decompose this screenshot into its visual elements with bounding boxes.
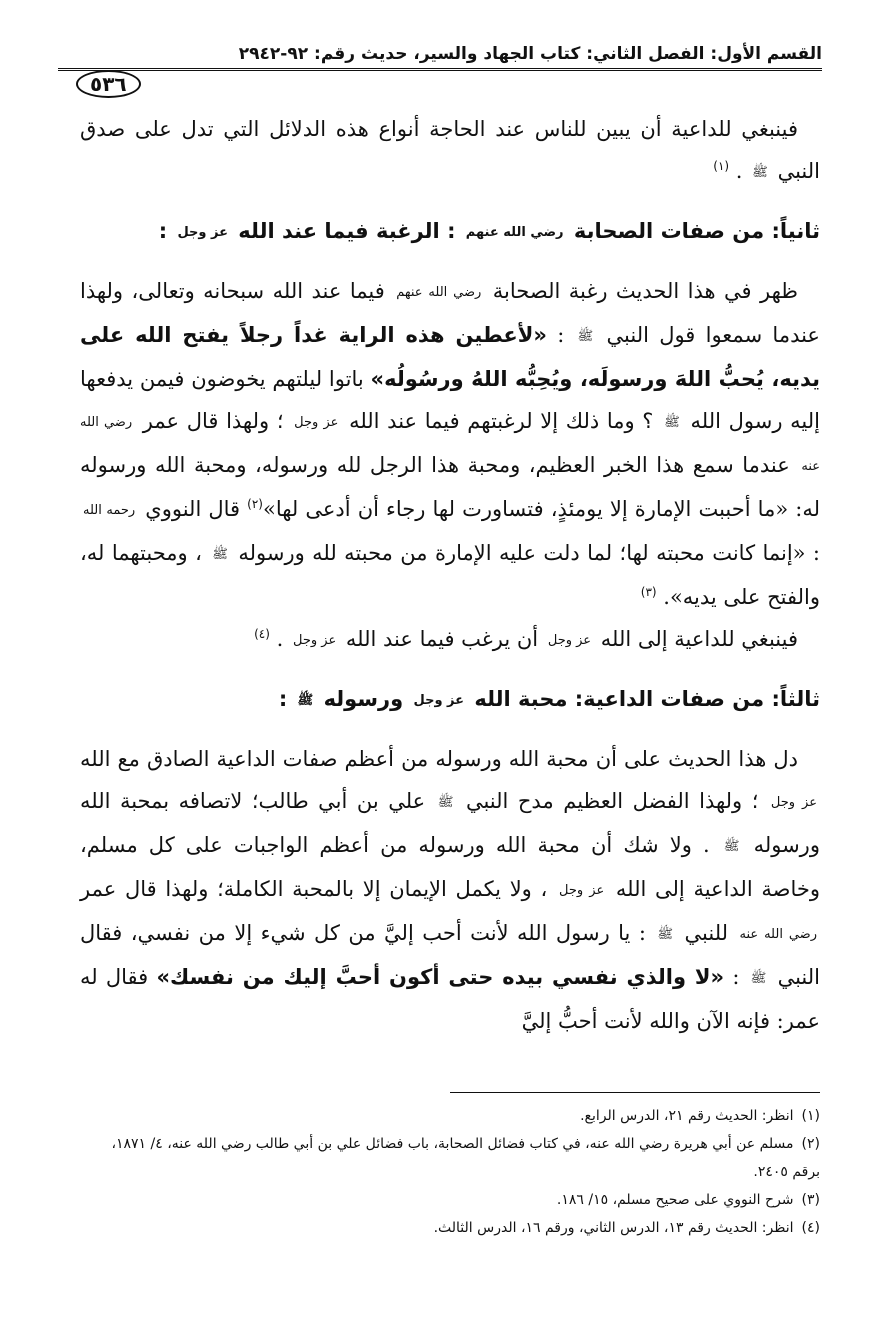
honorific-saw: ﷺ (752, 165, 768, 180)
honorific-azza: عز وجل (413, 693, 465, 708)
footnote-divider (450, 1092, 820, 1093)
honorific-saw: ﷺ (297, 693, 314, 708)
section-heading-3: ثالثاً: من صفات الداعية: محبة الله عز وجل ورسوله ﷺ : (278, 687, 820, 711)
footnote-4: (٤)انظر: الحديث رقم ١٣، الدرس الثاني، ورقم ١٦، الدرس الثالث. (433, 1220, 820, 1236)
footnotes (80, 1102, 820, 1242)
honorific-saw: ﷺ (437, 795, 454, 810)
honorific-azza: عز وجل (294, 415, 339, 430)
honorific-azza: عز وجل (547, 633, 592, 648)
honorific-azza: عز وجل (770, 795, 817, 810)
honorific-saw: ﷺ (657, 927, 674, 942)
honorific-ra: رضي الله عنه (80, 415, 820, 474)
footnote-1: (١)انظر: الحديث رقم ٢١، الدرس الرابع. (580, 1108, 820, 1124)
honorific-rahimahu: رحمه الله (83, 503, 136, 518)
page-number: ٥٣٦ (76, 70, 141, 98)
hadith-quote: «لا والذي نفسي بيده حتى أكون أحبَّ إليك من نفسك» (156, 965, 725, 989)
honorific-azza: عز وجل (558, 883, 605, 898)
footnote-2: (٢)مسلم عن أبي هريرة رضي الله عنه، في كتاب فضائل الصحابة، باب فضائل علي بن أبي طالب رضي الله عنه، ٤/ ١٨٧١، برقم ٢٤٠٥. (111, 1136, 820, 1180)
paragraph-1: فينبغي للداعية أن يبين للناس عند الحاجة أنواع هذه الدلائل التي تدل على صدق النبي ﷺ . $^{(١)}$ (80, 117, 820, 183)
honorific-saw: ﷺ (577, 329, 594, 344)
honorific-saw: ﷺ (723, 839, 740, 854)
footnote-ref-1: (١) (713, 159, 730, 173)
footnote-ref-4: (٤) (254, 627, 270, 641)
header-rule (58, 68, 822, 71)
main-text (80, 108, 820, 1042)
honorific-saw: ﷺ (750, 971, 767, 986)
paragraph-3: فينبغي للداعية إلى الله عز وجل أن يرغب فيما عند الله عز وجل . $^{(٤)}$ (254, 627, 798, 651)
honorific-saw: ﷺ (664, 415, 680, 430)
footnote-ref-2: (٢) (247, 497, 263, 511)
honorific-azza: عز وجل (177, 225, 228, 240)
honorific-saw: ﷺ (212, 547, 228, 562)
paragraph-4: دل هذا الحديث على أن محبة الله ورسوله من أعظم صفات الداعية الصادق مع الله عز وجل ؛ ولهذا الفضل العظيم مدح النبي ﷺ علي بن أبي طالب؛ لاتصافه بمحبة الله ورسوله ﷺ . ولا شك أن محبة الله ورسوله من أعظم الواجبات على كل مسلم، وخاصة الداعية إلى الله عز وجل ، ولا يكمل الإيمان إلا بالمحبة الكاملة؛ ولهذا قال عمر رضي الله عنه للنبي ﷺ : يا رسول الله لأنت أحب إليَّ من كل شيء إلا من نفسي، فقال النبي ﷺ : «لا والذي نفسي بيده حتى أكون أحبَّ إليك من نفسك» فقال له عمر: فإنه الآن والله لأنت أحبُّ إليَّ (80, 747, 821, 1033)
honorific-ra-plural: رضي الله عنهم (465, 225, 564, 240)
paragraph-2: ظهر في هذا الحديث رغبة الصحابة رضي الله عنهم فيما عند الله سبحانه وتعالى، ولهذا عندما سمعوا قول النبي ﷺ : «لأعطين هذه الراية غداً رجلاً يفتح الله على يديه، يُحبُّ اللهَ ورسولَه، ويُحِبُّه اللهُ ورسُولُه» باتوا ليلتهم يخوضون فيمن يدفعها إليه رسول الله ﷺ ؟ وما ذلك إلا لرغبتهم فيما عند الله عز وجل ؛ ولهذا قال عمر رضي الله عنه عندما سمع هذا الخبر العظيم، ومحبة هذا الرجل لله ورسوله، ومحبة الله ورسوله له: «ما أحببت الإمارة إلا يومئذٍ، فتساورت لها رجاء أن أدعى لها»$^{(٢)}$ قال النووي رحمه الله : «إنما كانت محبته لها؛ لما دلت عليه الإمارة من محبته لله ورسوله ﷺ ، ومحبتهما له، والفتح على يديه». $^{(٣)}$ (80, 279, 820, 609)
honorific-azza: عز وجل (292, 633, 337, 648)
section-heading-2: ثانياً: من صفات الصحابة رضي الله عنهم : الرغبة فيما عند الله عز وجل : (158, 219, 820, 243)
footnote-ref-3: (٣) (640, 585, 657, 599)
honorific-ra: رضي الله عنه (739, 927, 817, 942)
header-title: القسم الأول: الفصل الثاني: كتاب الجهاد والسير، حديث رقم: ٩٢-٢٩٤٢ (238, 44, 822, 64)
running-header (58, 44, 822, 104)
honorific-ra-plural: رضي الله عنهم (396, 285, 482, 300)
footnote-3: (٣)شرح النووي على صحيح مسلم، ١٥/ ١٨٦. (556, 1192, 820, 1208)
hadith-quote: «لأعطين هذه الراية غداً رجلاً يفتح الله على يديه، يُحبُّ اللهَ ورسولَه، ويُحِبُّه اللهُ ورسُولُه» (80, 323, 820, 391)
